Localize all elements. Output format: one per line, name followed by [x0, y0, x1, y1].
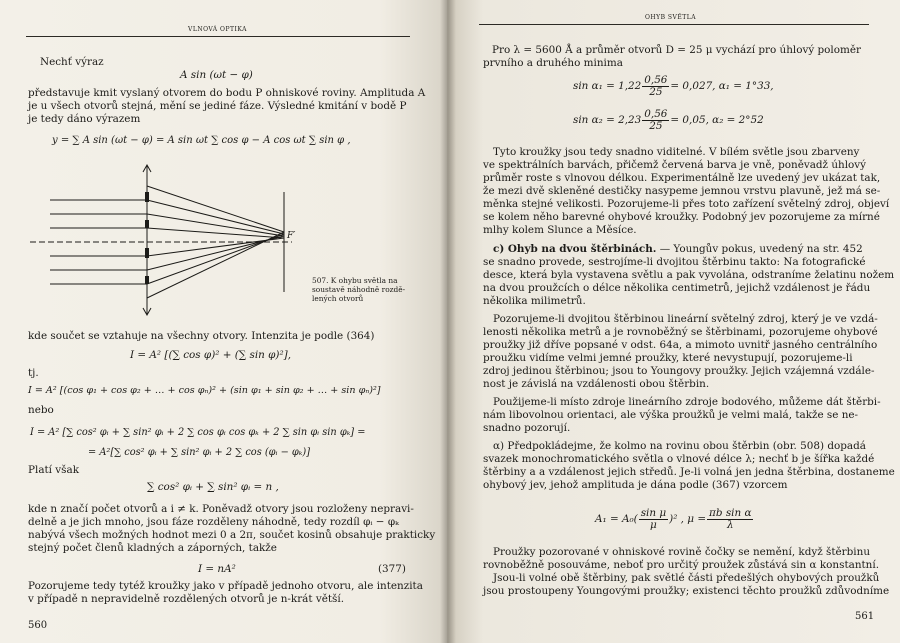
text-line: ve spektrálních barvách, přičemž červená barva je vně, poněvadž úhlový: [483, 159, 867, 171]
text-line: Nechť výraz: [40, 56, 104, 68]
section-heading: c) Ohyb na dvou štěrbinách.: [493, 243, 657, 255]
text-line: Proužky pozorované v ohniskové rovině čočky se nemění, když štěrbinu: [493, 546, 871, 558]
aperture: [145, 248, 149, 258]
text-line: delně a je jich mnoho, jsou fáze rozděleny náhodně, tedy rozdíl φᵢ − φₖ: [28, 516, 399, 528]
equation: I = A² [(cos φ₁ + cos φ₂ + … + cos φₙ)² + (sin φ₁ + sin φ₂ + … + sin φₙ)²]: [28, 385, 381, 396]
page-number-left: 560: [28, 620, 48, 631]
text-line: že mezi dvě skleněné destičky nasypeme jemnou vrstvu plavuně, jež má se-: [483, 185, 881, 197]
text-line: rovnoběžně posouváme, neboť pro určitý proužek zůstává sin α konstantní.: [483, 559, 880, 571]
text-line: zdroj jedinou štěrbinou; jsou to Youngovy proužky. Jejich vzájemná vzdále-: [483, 365, 875, 377]
text-line: prvního a druhého minima: [483, 57, 623, 69]
equation: I = A² [∑ cos² φᵢ + ∑ sin² φᵢ + 2 ∑ cos φᵢ cos φₖ + 2 ∑ sin φᵢ sin φₖ] =: [30, 427, 366, 438]
header-rule: [26, 36, 410, 37]
text-line: nebo: [28, 404, 54, 416]
equation: I = A² [(∑ cos φ)² + (∑ sin φ)²],: [130, 349, 292, 361]
text-line: představuje kmit vyslaný otvorem do bodu P ohniskové roviny. Amplituda A: [28, 87, 426, 99]
text-line: Pozorujeme-li dvojitou štěrbinou lineární světelný zdroj, který je ve vzdá-: [493, 313, 878, 325]
left-page: [0, 0, 447, 643]
running-head-left: VLNOVÁ OPTIKA: [188, 26, 247, 33]
text-line: měnka stejné velikosti. Pozorujeme-li přes toto zařízení světelný zdroj, objeví: [483, 198, 890, 210]
text-line: štěrbiny a a vzdálenost jejich středů. Je-li volná jen jedna štěrbina, dostaneme: [483, 466, 895, 478]
text-line: mlhy kolem Slunce a Měsíce.: [483, 224, 637, 236]
text-line: proužku vidíme velmi jemné proužky, které nevystupují, pozorujeme-li: [483, 352, 853, 364]
text-line: několika milimetrů.: [483, 295, 586, 307]
equation-alpha2: sin α₂ = 2,23 $\frac{0,56}{25}$ = 0,05, α₂ = 2°52: [573, 107, 764, 132]
text-line: se snadno provede, sestrojíme-li dvojitou štěrbinu takto: Na fotografické: [483, 256, 866, 268]
aperture: [145, 192, 149, 202]
book-gutter: [440, 0, 456, 643]
equation: ∑ cos² φᵢ + ∑ sin² φᵢ = n ,: [147, 481, 279, 493]
text-line: nám libovolnou orientaci, ale výška proužků je velmi malá, takže se ne-: [483, 409, 859, 421]
text-line: průměr roste s vlnovou délkou. Experimentálně lze uvedený jev ukázat tak,: [483, 172, 881, 184]
equation: I = nA²: [198, 563, 236, 575]
text-line: ohybový jev, jehož amplituda je dána podle (367) vzorcem: [483, 479, 788, 491]
text-line: desce, která byla vystavena světlu a pak vyvolána, odstraníme želatinu nožem: [483, 269, 895, 281]
text-line: α) Předpokládejme, že kolmo na rovinu obou štěrbin (obr. 508) dopadá: [493, 440, 866, 452]
text-line: svazek monochromatického světla o vlnové délce λ; nechť b je šířka každé: [483, 453, 875, 465]
equation-number: (377): [378, 563, 406, 575]
text-line: je u všech otvorů stejná, mění se jediné fáze. Výsledné kmitání v bodě P: [28, 100, 407, 112]
equation: y = ∑ A sin (ωt − φ) = A sin ωt ∑ cos φ − A cos ωt ∑ sin φ ,: [52, 135, 351, 146]
text-line: stejný počet členů kladných a záporných, takže: [28, 542, 277, 554]
aperture: [145, 220, 149, 228]
text-line: snadno pozorují.: [483, 422, 571, 434]
running-head-right: OHYB SVĚTLA: [645, 14, 697, 21]
text-line: proužky již dříve popsané v odst. 64a, a mimoto uvnitř jasného centrálního: [483, 339, 878, 351]
text-line: Použijeme-li místo zdroje lineárního zdroje bodového, můžeme dát štěrbi-: [493, 396, 881, 408]
text-line: je tedy dáno výrazem: [28, 113, 141, 125]
section-heading-line: c) Ohyb na dvou štěrbinách. — Youngův pokus, uvedený na str. 452: [493, 243, 863, 255]
text-line: Jsou-li volné obě štěrbiny, pak světlé části předešlých ohybových proužků: [493, 572, 880, 584]
figure-507-diagram: [30, 162, 300, 322]
text-line: Pro λ = 5600 Å a průměr otvorů D = 25 μ vychází pro úhlový poloměr: [492, 44, 861, 56]
text-line: Pozorujeme tedy tytéž kroužky jako v případě jednoho otvoru, ale intenzita: [28, 580, 423, 592]
figure-caption: 507. K ohybu světla na: [312, 276, 398, 285]
text-line: tj.: [28, 367, 39, 379]
figure-caption: soustavě náhodně rozdě-: [312, 285, 406, 294]
equation-amplitude: A₁ = A₀( $\frac{\text{sin μ}}{\mu}$ )² , μ = $\frac{\text{πb sin α}}{\lambda}$: [595, 506, 752, 531]
text-line: lenosti několika metrů a je rovnoběžný se štěrbinami, pozorujeme ohybové: [483, 326, 878, 338]
equation: A sin (ωt − φ): [180, 69, 253, 81]
text-line: v případě n nepravidelně rozdělených otvorů je n-krát větší.: [28, 593, 345, 605]
figure-caption: lených otvorů: [312, 294, 364, 303]
text-line: kde součet se vztahuje na všechny otvory. Intenzita je podle (364): [28, 330, 375, 342]
text-line: nabývá všech možných hodnot mezi 0 a 2π, součet kosinů obsahuje prakticky: [28, 529, 436, 541]
text-line: nost je závislá na vzdálenosti obou štěrbin.: [483, 378, 710, 390]
aperture: [145, 276, 149, 284]
equation-alpha1: sin α₁ = 1,22 $\frac{0,56}{25}$ = 0,027, α₁ = 1°33,: [573, 73, 774, 98]
header-rule: [479, 24, 869, 25]
text-line: jsou prostoupeny Youngovými proužky; existenci těchto proužků zdůvodníme: [483, 585, 890, 597]
text-line: Platí však: [28, 464, 80, 476]
focus-label: F′: [287, 231, 296, 241]
text-line: kde n značí počet otvorů a i ≠ k. Poněvadž otvory jsou rozloženy nepravi-: [28, 503, 414, 515]
equation: = A²[∑ cos² φᵢ + ∑ sin² φᵢ + 2 ∑ cos (φᵢ − φₖ)]: [88, 447, 311, 458]
text-line: se kolem něho barevné ohybové kroužky. Podobný jev pozorujeme za mírné: [483, 211, 880, 223]
right-page: [447, 0, 900, 643]
page-number-right: 561: [855, 611, 875, 622]
text-line: na dvou proužcích o délce několika centimetrů, jejichž vzdálenost je řádu: [483, 282, 871, 294]
text-line: Tyto kroužky jsou tedy snadno viditelné. V bílém světle jsou zbarveny: [493, 146, 860, 158]
